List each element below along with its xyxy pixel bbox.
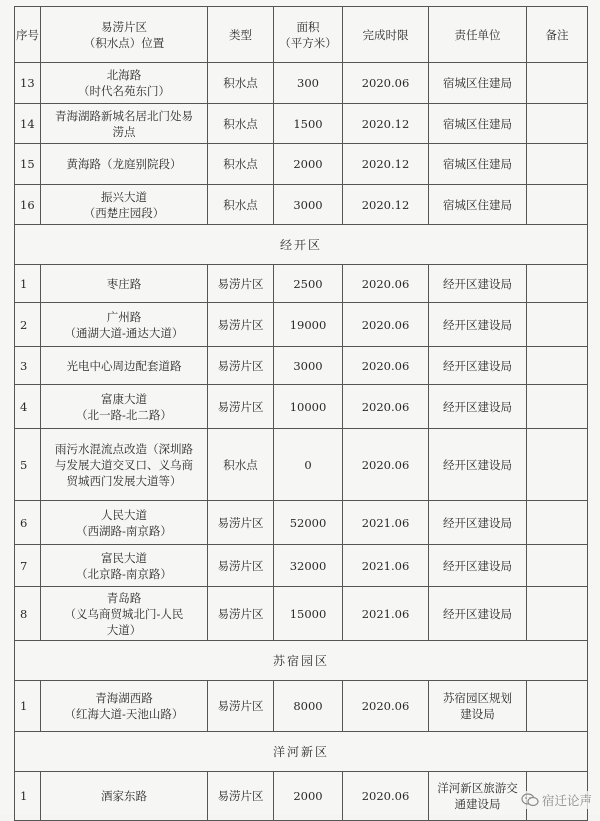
header-time: 完成时限	[343, 7, 429, 63]
table-row	[15, 63, 588, 104]
cell-note	[527, 63, 588, 104]
cell-area: 1500	[274, 104, 343, 144]
watermark	[519, 791, 594, 809]
cell-type: 易涝片区	[208, 587, 274, 641]
cell-note	[527, 385, 588, 429]
cell-seq: 15	[15, 144, 41, 185]
cell-unit: 洋河新区旅游交 通建设局	[429, 772, 527, 821]
cell-type: 易涝片区	[208, 772, 274, 821]
header-row	[15, 7, 588, 63]
cell-type: 易涝片区	[208, 303, 274, 347]
table-row	[15, 587, 588, 641]
section-title: 洋河新区	[15, 732, 588, 772]
cell-note	[527, 347, 588, 385]
cell-seq: 7	[15, 545, 41, 587]
cell-area: 15000	[274, 587, 343, 641]
cell-location: 光电中心周边配套道路	[41, 347, 208, 385]
section-row	[15, 641, 588, 681]
cell-unit: 宿城区住建局	[429, 63, 527, 104]
cell-time: 2020.06	[343, 63, 429, 104]
table-row	[15, 501, 588, 545]
header-seq: 序号	[15, 7, 41, 63]
cell-location: 人民大道 （西湖路-南京路）	[41, 501, 208, 545]
flood-area-table	[14, 6, 588, 821]
table-row	[15, 545, 588, 587]
cell-time: 2021.06	[343, 545, 429, 587]
cell-time: 2020.12	[343, 104, 429, 144]
cell-unit: 经开区建设局	[429, 347, 527, 385]
cell-time: 2020.12	[343, 185, 429, 225]
cell-location: 雨污水混流点改造（深圳路 与发展大道交叉口、义乌商 贸城西门发展大道等）	[41, 429, 208, 501]
cell-note	[527, 104, 588, 144]
cell-type: 易涝片区	[208, 265, 274, 303]
cell-seq: 16	[15, 185, 41, 225]
cell-time: 2020.06	[343, 772, 429, 821]
table-row	[15, 265, 588, 303]
cell-type: 积水点	[208, 185, 274, 225]
cell-seq: 1	[15, 772, 41, 821]
cell-location: 青海湖西路 （红海大道-天池山路）	[41, 681, 208, 732]
cell-area: 10000	[274, 385, 343, 429]
cell-location: 富民大道 （北京路-南京路）	[41, 545, 208, 587]
cell-unit: 宿城区住建局	[429, 144, 527, 185]
cell-note	[527, 144, 588, 185]
table-row	[15, 185, 588, 225]
cell-seq: 4	[15, 385, 41, 429]
cell-note	[527, 265, 588, 303]
cell-type: 积水点	[208, 144, 274, 185]
cell-unit: 经开区建设局	[429, 265, 527, 303]
cell-location: 黄海路（龙庭别院段）	[41, 144, 208, 185]
cell-area: 2000	[274, 772, 343, 821]
cell-location: 振兴大道 （西楚庄园段）	[41, 185, 208, 225]
cell-location: 青岛路 （义乌商贸城北门-人民 大道）	[41, 587, 208, 641]
table-row	[15, 347, 588, 385]
header-note: 备注	[527, 7, 588, 63]
cell-type: 易涝片区	[208, 385, 274, 429]
cell-seq: 14	[15, 104, 41, 144]
section-title: 经开区	[15, 225, 588, 265]
header-location: 易涝片区 （积水点）位置	[41, 7, 208, 63]
cell-type: 积水点	[208, 63, 274, 104]
cell-area: 300	[274, 63, 343, 104]
cell-seq: 3	[15, 347, 41, 385]
cell-time: 2020.06	[343, 265, 429, 303]
cell-location: 广州路 （通湖大道-通达大道）	[41, 303, 208, 347]
cell-unit: 宿城区住建局	[429, 185, 527, 225]
header-area: 面积 （平方米）	[274, 7, 343, 63]
cell-area: 3000	[274, 347, 343, 385]
table-row	[15, 303, 588, 347]
cell-seq: 1	[15, 681, 41, 732]
table-row	[15, 104, 588, 144]
section-row	[15, 225, 588, 265]
table-row	[15, 144, 588, 185]
cell-unit: 经开区建设局	[429, 501, 527, 545]
cell-unit: 经开区建设局	[429, 587, 527, 641]
cell-seq: 6	[15, 501, 41, 545]
cell-location: 富康大道 （北一路-北二路）	[41, 385, 208, 429]
cell-area: 2500	[274, 265, 343, 303]
cell-location: 枣庄路	[41, 265, 208, 303]
cell-unit: 经开区建设局	[429, 429, 527, 501]
header-unit: 责任单位	[429, 7, 527, 63]
header-type: 类型	[208, 7, 274, 63]
section-row	[15, 732, 588, 772]
cell-note	[527, 303, 588, 347]
cell-time: 2020.06	[343, 429, 429, 501]
cell-type: 积水点	[208, 104, 274, 144]
cell-type: 易涝片区	[208, 347, 274, 385]
cell-area: 52000	[274, 501, 343, 545]
cell-type: 易涝片区	[208, 501, 274, 545]
cell-unit: 经开区建设局	[429, 385, 527, 429]
table-row	[15, 681, 588, 732]
table-row	[15, 429, 588, 501]
cell-unit: 经开区建设局	[429, 303, 527, 347]
cell-time: 2020.06	[343, 681, 429, 732]
cell-seq: 2	[15, 303, 41, 347]
cell-location: 酒家东路	[41, 772, 208, 821]
cell-location: 青海湖路新城名居北门处易 涝点	[41, 104, 208, 144]
cell-note	[527, 429, 588, 501]
cell-note	[527, 545, 588, 587]
cell-note	[527, 185, 588, 225]
cell-note	[527, 501, 588, 545]
cell-time: 2020.06	[343, 347, 429, 385]
cell-area: 3000	[274, 185, 343, 225]
cell-area: 8000	[274, 681, 343, 732]
watermark-text: 宿迁论声	[541, 793, 592, 808]
cell-unit: 宿城区住建局	[429, 104, 527, 144]
cell-time: 2021.06	[343, 587, 429, 641]
cell-time: 2020.06	[343, 385, 429, 429]
section-title: 苏宿园区	[15, 641, 588, 681]
cell-location: 北海路 （时代名苑东门）	[41, 63, 208, 104]
cell-time: 2020.12	[343, 144, 429, 185]
wechat-icon	[521, 793, 539, 807]
table-row	[15, 772, 588, 821]
cell-type: 易涝片区	[208, 681, 274, 732]
cell-seq: 13	[15, 63, 41, 104]
cell-type: 积水点	[208, 429, 274, 501]
cell-time: 2020.06	[343, 303, 429, 347]
cell-seq: 8	[15, 587, 41, 641]
cell-unit: 经开区建设局	[429, 545, 527, 587]
cell-note	[527, 587, 588, 641]
cell-time: 2021.06	[343, 501, 429, 545]
table-row	[15, 385, 588, 429]
cell-type: 易涝片区	[208, 545, 274, 587]
cell-unit: 苏宿园区规划 建设局	[429, 681, 527, 732]
cell-note	[527, 681, 588, 732]
cell-area: 0	[274, 429, 343, 501]
cell-seq: 5	[15, 429, 41, 501]
cell-area: 32000	[274, 545, 343, 587]
cell-area: 2000	[274, 144, 343, 185]
cell-area: 19000	[274, 303, 343, 347]
cell-seq: 1	[15, 265, 41, 303]
